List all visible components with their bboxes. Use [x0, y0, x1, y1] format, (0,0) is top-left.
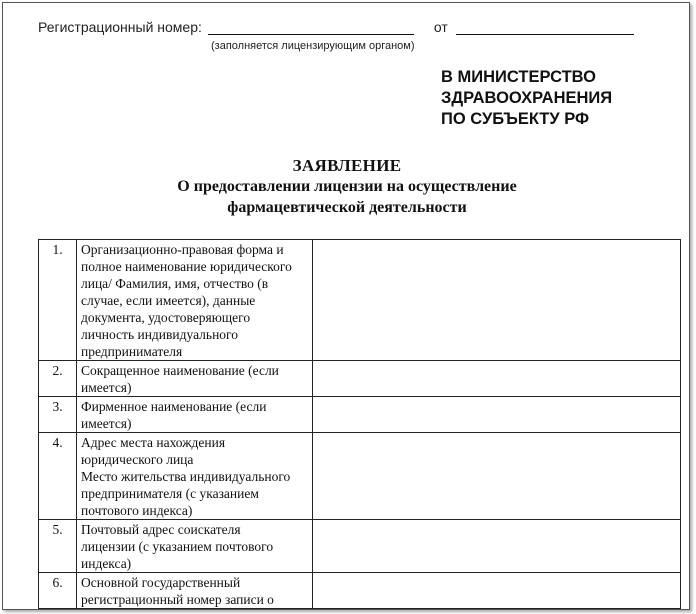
- registration-hint: (заполняется лицензирующим органом): [211, 40, 415, 52]
- registration-number-blank: [208, 20, 414, 35]
- row-label-line: Фирменное наименование (если: [81, 399, 267, 414]
- date-blank: [456, 20, 634, 35]
- table-row: [39, 397, 681, 433]
- addressee-line: В МИНИСТЕРСТВО: [441, 68, 596, 86]
- row-label: [77, 433, 313, 520]
- row-number: 1.: [39, 240, 77, 361]
- row-label-line: Место жительства индивидуального: [81, 469, 291, 484]
- row-value-field[interactable]: [313, 433, 681, 520]
- row-number: 6.: [39, 573, 77, 609]
- table-row: [39, 361, 681, 397]
- row-label-line: лица/ Фамилия, имя, отчество (в: [81, 276, 269, 291]
- row-value-field[interactable]: [313, 240, 681, 361]
- row-label-line: лицензии (с указанием почтового: [81, 539, 274, 554]
- row-label-line: полное наименование юридического: [81, 259, 292, 274]
- row-label-line: Сокращенное наименование (если: [81, 363, 279, 378]
- table-row: [39, 240, 681, 361]
- row-label-line: юридического лица: [81, 452, 194, 467]
- title-subtitle-line: фармацевтической деятельности: [227, 199, 467, 216]
- row-label-line: Основной государственный: [81, 575, 241, 590]
- row-label-line: документа, удостоверяющего: [81, 310, 251, 325]
- row-label: [77, 361, 313, 397]
- addressee-line: ЗДРАВООХРАНЕНИЯ: [441, 89, 613, 107]
- row-label: [77, 573, 313, 609]
- addressee-line: ПО СУБЪЕКТУ РФ: [441, 110, 590, 128]
- row-value-field[interactable]: [313, 397, 681, 433]
- row-number: 3.: [39, 397, 77, 433]
- registration-number-label: Регистрационный номер:: [38, 19, 202, 35]
- table-row: [39, 573, 681, 609]
- row-number: 2.: [39, 361, 77, 397]
- row-number: 5.: [39, 520, 77, 573]
- row-label: [77, 520, 313, 573]
- row-label: [77, 240, 313, 361]
- row-label-line: Почтовый адрес соискателя: [81, 522, 241, 537]
- row-label-line: предпринимателя (с указанием: [81, 486, 259, 501]
- application-form-table: [38, 239, 681, 609]
- row-label-line: личность индивидуального: [81, 327, 238, 342]
- row-number: 4.: [39, 433, 77, 520]
- title-main: ЗАЯВЛЕНИЕ: [292, 156, 402, 175]
- row-label-line: регистрационный номер записи о: [81, 592, 274, 607]
- row-label-line: имеется): [81, 380, 132, 395]
- table-row: [39, 520, 681, 573]
- row-label-line: предпринимателя: [81, 344, 183, 359]
- row-label-line: Организационно-правовая форма и: [81, 242, 284, 257]
- row-label-line: имеется): [81, 416, 132, 431]
- addressee-block: [441, 67, 612, 130]
- row-value-field[interactable]: [313, 573, 681, 609]
- row-label-line: почтового индекса): [81, 503, 193, 518]
- title-subtitle-line: О предоставлении лицензии на осуществление: [177, 178, 517, 195]
- row-label-line: Адрес места нахождения: [81, 435, 226, 450]
- table-row: [39, 433, 681, 520]
- row-label: [77, 397, 313, 433]
- row-value-field[interactable]: [313, 361, 681, 397]
- row-label-line: индекса): [81, 556, 132, 571]
- date-from-label: от: [433, 19, 448, 35]
- row-label-line: случае, если имеется), данные: [81, 293, 256, 308]
- document-title: [3, 155, 690, 218]
- registration-number-line: [38, 19, 634, 35]
- document-page: [2, 2, 690, 610]
- row-value-field[interactable]: [313, 520, 681, 573]
